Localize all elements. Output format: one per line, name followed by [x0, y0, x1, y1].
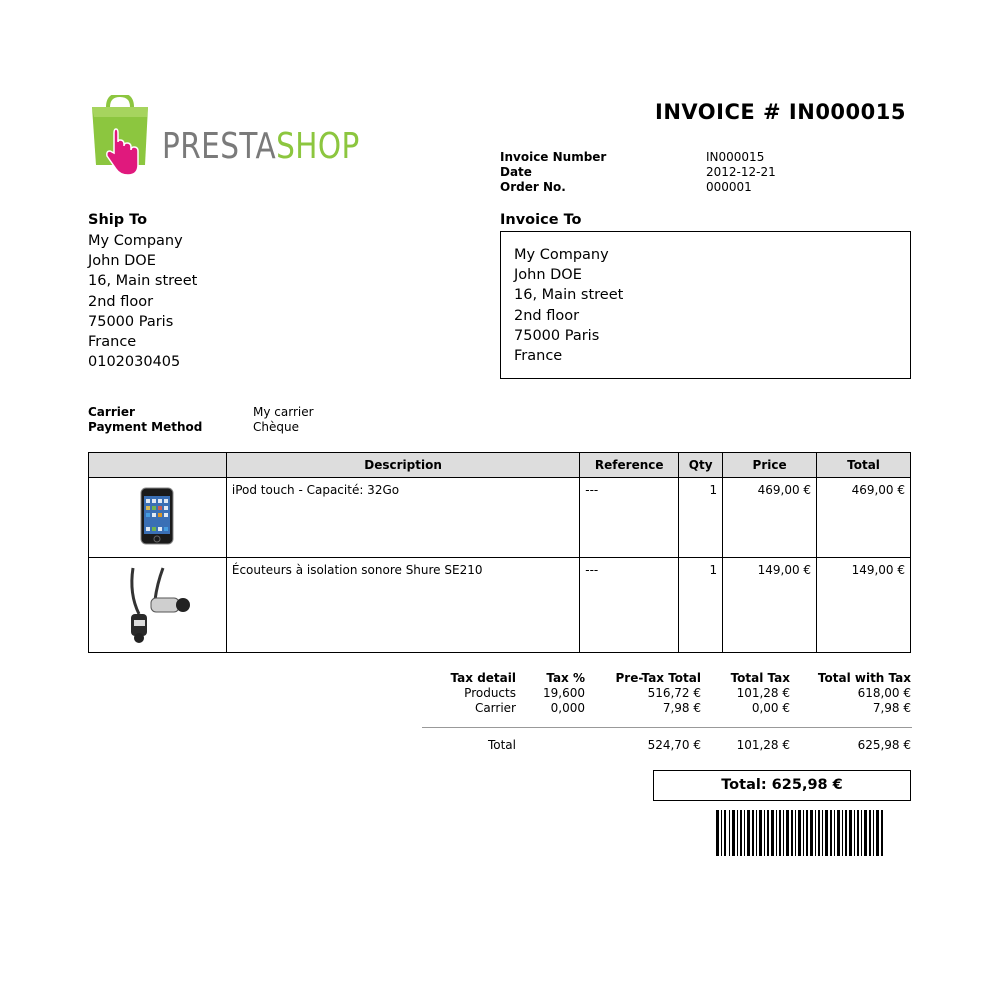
ship-to-heading: Ship To — [88, 212, 148, 228]
shopping-bag-icon — [90, 95, 160, 180]
products-header-row — [89, 453, 911, 478]
header-qty: Qty — [679, 453, 723, 478]
invoice-to-line: My Company — [514, 247, 609, 263]
meta-value-date: 2012-12-21 — [706, 165, 776, 179]
product-image-cell — [89, 558, 227, 653]
ship-to-line: 2nd floor — [88, 293, 154, 310]
ship-to-line: My Company — [88, 233, 183, 249]
product-qty: 1 — [679, 478, 723, 558]
invoice-to-line: 2nd floor — [514, 307, 580, 324]
tax-header-withtax: Total with Tax — [817, 671, 911, 685]
product-price: 149,00 € — [723, 558, 817, 653]
tax-row-withtax: 7,98 € — [872, 701, 911, 715]
carrier-label: Carrier — [88, 405, 135, 419]
invoice-to-line: 75000 Paris — [514, 327, 600, 344]
tax-row-pretax: 7,98 € — [662, 701, 701, 715]
tax-total-withtax: 625,98 € — [857, 738, 911, 752]
tax-total-pretax: 524,70 € — [647, 738, 701, 752]
tax-header-pretax: Pre-Tax Total — [615, 671, 701, 685]
product-reference: --- — [580, 558, 679, 653]
payment-method-value: Chèque — [253, 420, 299, 434]
earphones-image — [117, 564, 197, 644]
table-row — [89, 478, 911, 558]
invoice-to-line: France — [514, 348, 563, 365]
tax-header-totaltax: Total Tax — [730, 671, 790, 685]
logo-text-shop: SHOP — [276, 126, 360, 167]
meta-value-invoice-number: IN000015 — [706, 150, 765, 164]
payment-method-label: Payment Method — [88, 420, 203, 434]
product-total: 469,00 € — [817, 478, 911, 558]
ship-to-line: 0102030405 — [88, 354, 181, 371]
meta-value-order-no: 000001 — [706, 180, 752, 194]
ship-to-line: 16, Main street — [88, 273, 198, 290]
ship-to-line: 75000 Paris — [88, 313, 174, 330]
invoice-to-line: John DOE — [514, 267, 582, 284]
meta-label-date: Date — [500, 165, 532, 179]
product-total: 149,00 € — [817, 558, 911, 653]
product-image-cell — [89, 478, 227, 558]
invoice-to-line: 16, Main street — [514, 287, 624, 304]
header-description: Description — [226, 453, 579, 478]
ship-to-line: France — [88, 334, 137, 351]
header-image — [89, 453, 227, 478]
product-description: iPod touch - Capacité: 32Go — [226, 478, 579, 558]
tax-row-label: Carrier — [474, 701, 516, 715]
product-price: 469,00 € — [723, 478, 817, 558]
tax-row-withtax: 618,00 € — [857, 686, 911, 700]
logo-wordmark — [162, 127, 360, 167]
meta-label-invoice-number: Invoice Number — [500, 150, 607, 164]
grand-total-box: Total: 625,98 € — [653, 770, 911, 801]
tax-total-label: Total — [487, 738, 516, 752]
invoice-title: INVOICE # IN000015 — [655, 100, 906, 124]
invoice-to-heading: Invoice To — [500, 212, 582, 228]
tax-total-totaltax: 101,28 € — [736, 738, 790, 752]
tax-divider — [422, 727, 912, 728]
tax-row-totaltax: 101,28 € — [736, 686, 790, 700]
tax-row-pretax: 516,72 € — [647, 686, 701, 700]
product-description: Écouteurs à isolation sonore Shure SE210 — [226, 558, 579, 653]
tax-row-rate: 0,000 — [550, 701, 585, 715]
carrier-value: My carrier — [253, 405, 314, 419]
product-reference: --- — [580, 478, 679, 558]
logo-text-presta: PRESTA — [162, 126, 277, 167]
invoice-to-address — [514, 245, 623, 366]
tax-row-totaltax: 0,00 € — [751, 701, 790, 715]
header-reference: Reference — [580, 453, 679, 478]
tax-header-detail: Tax detail — [450, 671, 516, 685]
tax-row-label: Products — [464, 686, 516, 700]
tax-row-rate: 19,600 — [543, 686, 585, 700]
barcode — [716, 810, 886, 858]
product-qty: 1 — [679, 558, 723, 653]
header-price: Price — [723, 453, 817, 478]
meta-label-order-no: Order No. — [500, 180, 566, 194]
products-table — [88, 452, 911, 653]
header-total: Total — [817, 453, 911, 478]
table-row — [89, 558, 911, 653]
tax-header-rate: Tax % — [546, 671, 585, 685]
ipod-touch-image — [140, 487, 174, 545]
ship-to-line: John DOE — [88, 253, 156, 270]
ship-to-address — [88, 231, 197, 372]
invoice-to-box — [500, 231, 911, 379]
